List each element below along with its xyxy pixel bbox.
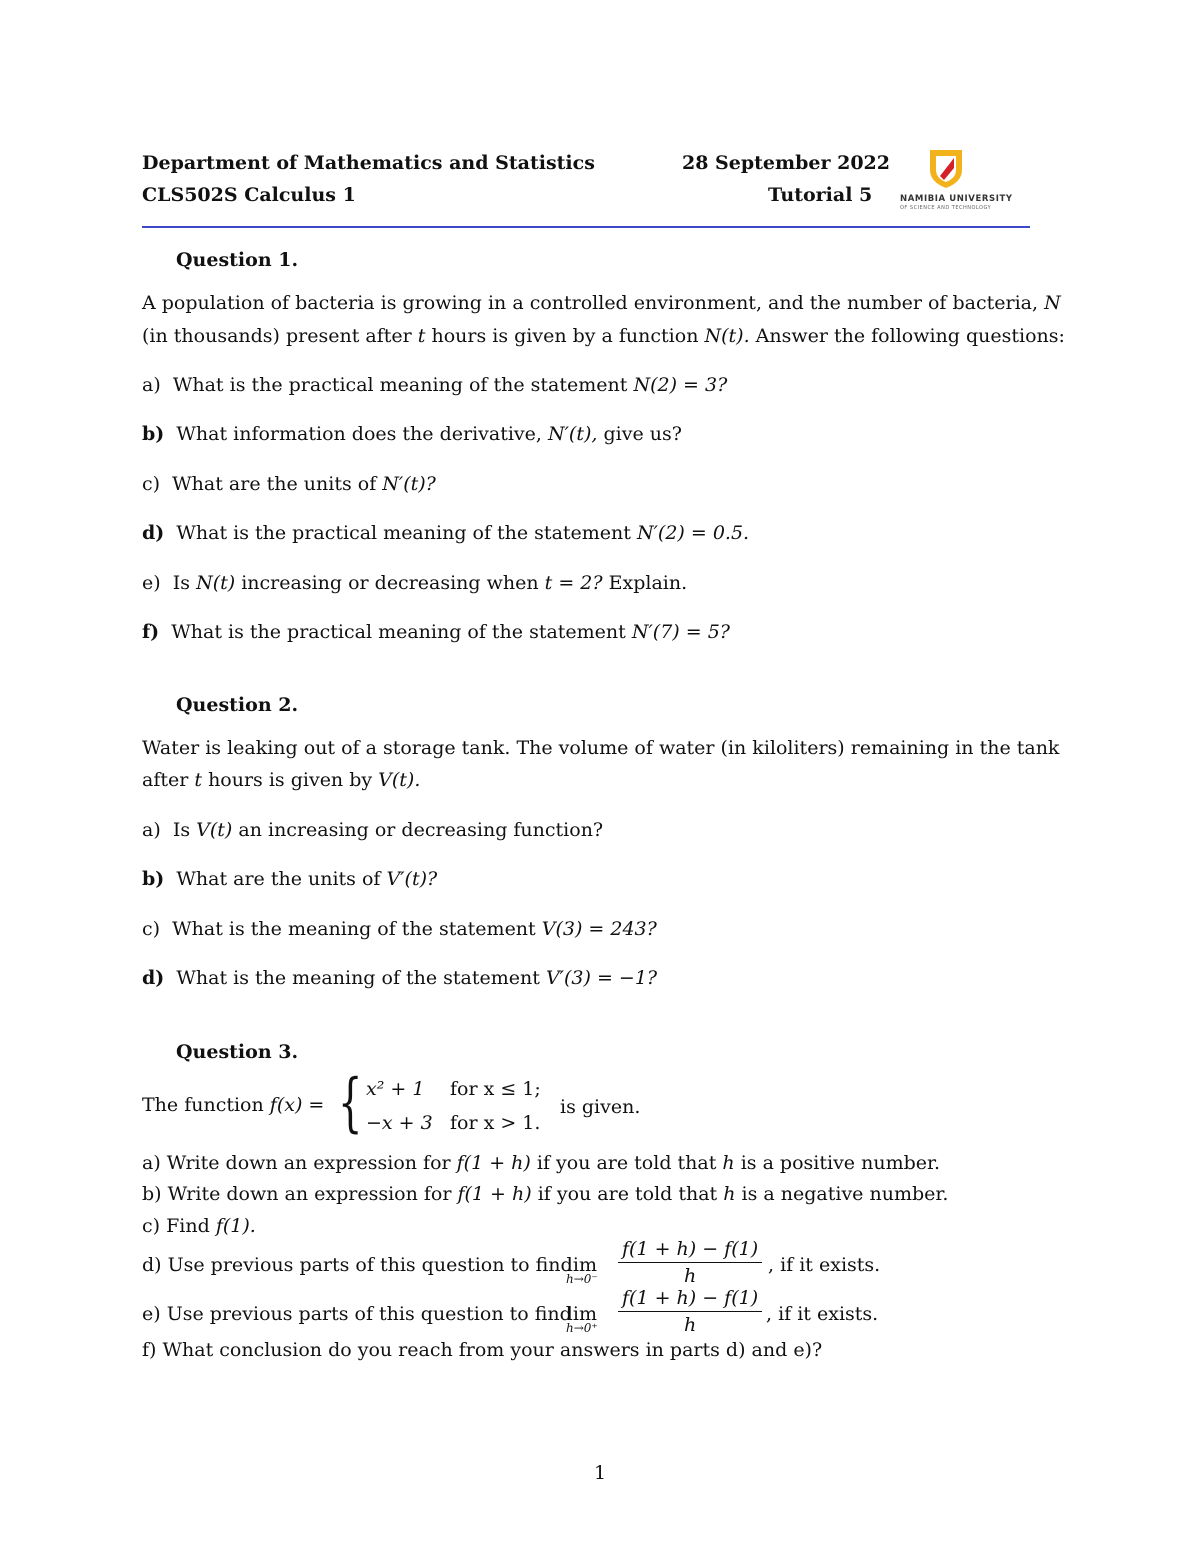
q2-item-b: b) What are the units of V′(t)? [142, 868, 438, 890]
limit-right: lim h→0⁺ [566, 1303, 598, 1335]
brace-symbol: { [338, 1066, 363, 1140]
q2-item-a: a) Is V(t) an increasing or decreasing function? [142, 819, 604, 841]
q2-intro-line-2: after t hours is given by V(t). [142, 769, 421, 791]
course-title: CLS502S Calculus 1 [142, 184, 356, 206]
q3-item-e: e) Use previous parts of this question to find [142, 1303, 572, 1325]
document-page: Department of Mathematics and Statistics 28 September 2022 CLS502S Calculus 1 Tutorial 5 NAMIBIA UNIVERSITY OF SCIENCE AND TECHNOLOGY Question 1. A population of bacteria is growing in a controlled environment, and the number of bacteria, N (in thousands) present after t hours is given by a function N(t). Answer the following questions: a) What is the practical meaning of the statement N(2) = 3? b) What information does the derivative, N′(t), give us? c) What are the units of N′(t)? d) What is the practical meaning of the statement N′(2) = 0.5. e) Is N(t) increasing or decreasing when t = 2? Explain. f) What is the practical meaning of the statement N′(7) = 5? Question 2. Water is leaking out of a storage tank. The volume of water (in kiloliters) remaining in the tank after t hours is given by V(t). a) Is V(t) an increasing or decreasing function? b) What are the units of V′(t)? c) What is the meaning of the statement V(3) = 243? d) What is the meaning of the statement V′(3) = −1? Question 3. The function f(x) = { x² + 1 for x ≤ 1; −x + 3 for x > 1. is given. a) Write down an expression for f(1 + h) if you are told that h is a positive number. b) Write down an expression for f(1 + h) if you are told that h is a negative number. c) Find f(1). d) Use previous parts of this question to find lim h→0⁻ $\frac{f(1 + h) - f(1)}{h}$ , if it exists. e) Use previous parts of this question to find lim h→0⁺ $\frac{f(1 + h) - f(1)}{h}$ , if it exists. f) What conclusion do you reach from your answers in parts d) and e)? 1 [0, 0, 1200, 1553]
q1-intro-line-2: (in thousands) present after t hours is given by a function N(t). Answer the following questions: [142, 325, 1065, 347]
piecewise-function: The function f(x) = { x² + 1 for x ≤ 1; −x + 3 for x > 1. is given. [142, 1066, 641, 1140]
difference-quotient-right: $\frac{f(1 + h) - f(1)}{h}$ [618, 1287, 762, 1336]
q3-item-c: c) Find f(1). [142, 1215, 256, 1237]
document-date: 28 September 2022 [682, 152, 890, 174]
q3-item-f: f) What conclusion do you reach from your answers in parts d) and e)? [142, 1339, 823, 1361]
q1-item-e: e) Is N(t) increasing or decreasing when t = 2? Explain. [142, 572, 688, 594]
tutorial-number: Tutorial 5 [768, 184, 873, 206]
q1-item-f: f) What is the practical meaning of the statement N′(7) = 5? [142, 621, 730, 643]
q1-intro-line-1: A population of bacteria is growing in a controlled environment, and the number of bacteria, N [142, 292, 1061, 314]
logo-subtext: OF SCIENCE AND TECHNOLOGY [900, 205, 992, 211]
q1-item-a: a) What is the practical meaning of the statement N(2) = 3? [142, 374, 728, 396]
q1-item-c: c) What are the units of N′(t)? [142, 473, 436, 495]
q2-intro-line-1: Water is leaking out of a storage tank. The volume of water (in kiloliters) remaining in the tank [142, 737, 1060, 759]
department-name: Department of Mathematics and Statistics [142, 152, 595, 174]
header-rule [142, 226, 1030, 228]
logo-text: NAMIBIA UNIVERSITY [900, 194, 1013, 204]
question-2-title: Question 2. [176, 694, 299, 716]
limit-left: lim h→0⁻ [566, 1254, 598, 1286]
question-3-title: Question 3. [176, 1041, 299, 1063]
difference-quotient-left: $\frac{f(1 + h) - f(1)}{h}$ [618, 1238, 762, 1287]
q1-item-d: d) What is the practical meaning of the statement N′(2) = 0.5. [142, 522, 750, 544]
q3-item-d: d) Use previous parts of this question to find [142, 1254, 573, 1276]
university-logo [896, 146, 1013, 216]
q1-item-b: b) What information does the derivative, N′(t), give us? [142, 423, 682, 445]
q2-item-d: d) What is the meaning of the statement V′(3) = −1? [142, 967, 658, 989]
page-number: 1 [593, 1462, 607, 1484]
q2-item-c: c) What is the meaning of the statement V(3) = 243? [142, 918, 657, 940]
q3-item-b: b) Write down an expression for f(1 + h) if you are told that h is a negative number. [142, 1183, 949, 1205]
q3-item-a: a) Write down an expression for f(1 + h) if you are told that h is a positive number. [142, 1152, 941, 1174]
question-1-title: Question 1. [176, 249, 299, 271]
